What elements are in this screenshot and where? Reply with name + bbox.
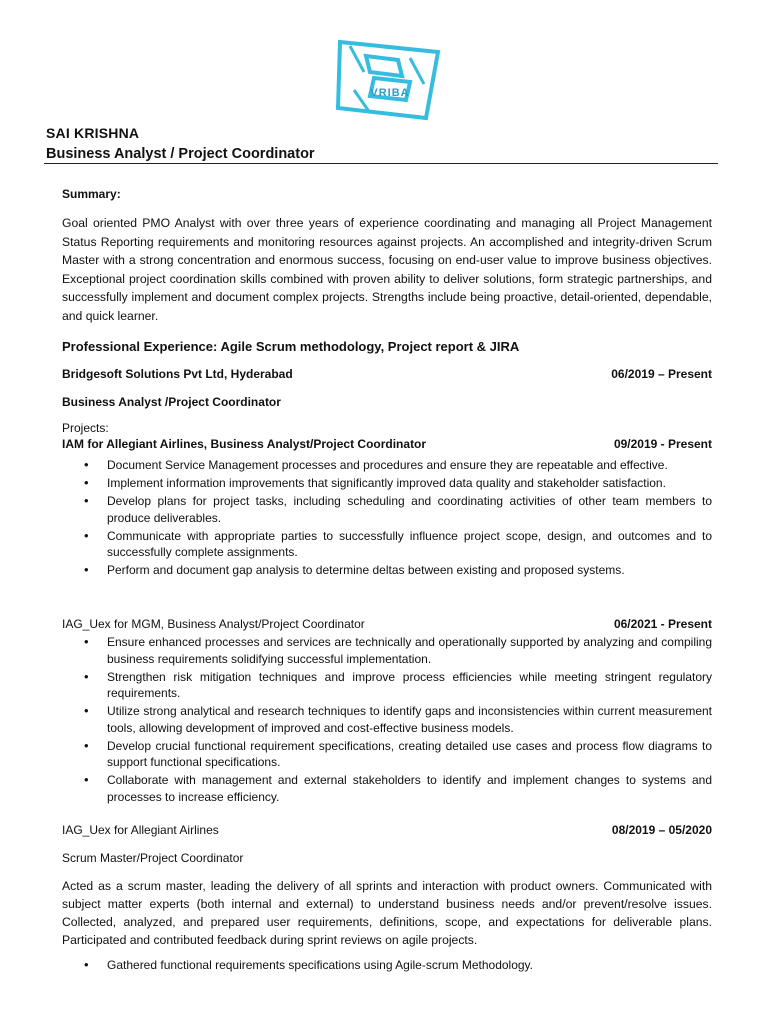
list-item: • Implement information improvements that significantly improved data quality and stakeholder satisfaction.: [62, 475, 712, 492]
project-1-bullets: [62, 457, 712, 580]
role-title: Business Analyst /Project Coordinator: [62, 395, 281, 409]
list-item: • Utilize strong analytical and research techniques to identify gaps and inconsistencies within current measurement tools, allowing development of improved and cost-effective business models.: [62, 703, 712, 736]
project-1-dates: 09/2019 - Present: [613, 437, 712, 451]
summary-text: Goal oriented PMO Analyst with over three years of experience coordinating and managing all Project Management Status Reporting requirements and monitoring resources against projects. An accomplished and integrity-driven Scrum Master with a strong concentration and enormous success, focusing on end-user value to improve business objectives. Exceptional project coordination skills combined with proven ability to deliver solutions, form strategic partnerships, and successfully implement and document complex projects. Strengths include being proactive, detail-oriented, dependable, and quick learner.: [62, 216, 712, 323]
list-item: • Collaborate with management and external stakeholders to identify and implement changes to systems and processes to increase efficiency.: [62, 772, 712, 805]
project-3-bullets: [62, 957, 712, 975]
company-dates: 06/2019 – Present: [611, 367, 712, 381]
summary-heading: Summary:: [62, 187, 121, 201]
vriba-logo: [330, 38, 448, 122]
company-name: Bridgesoft Solutions Pvt Ltd, Hyderabad: [62, 367, 293, 381]
list-item: • Gathered functional requirements specifications using Agile-scrum Methodology.: [62, 957, 712, 974]
logo-text: VRIBA: [370, 87, 410, 99]
header-divider: [44, 163, 718, 164]
candidate-title: Business Analyst / Project Coordinator: [46, 146, 315, 162]
list-item: • Document Service Management processes and procedures and ensure they are repeatable and effective.: [62, 457, 712, 474]
project-2-dates: 06/2021 - Present: [613, 617, 712, 631]
experience-heading: Professional Experience: Agile Scrum methodology, Project report & JIRA: [62, 339, 520, 354]
list-item: • Strengthen risk mitigation techniques and improve process efficiencies while meeting stringent regulatory requirements.: [62, 669, 712, 702]
candidate-name: SAI KRISHNA: [46, 125, 140, 141]
project-1-title: IAM for Allegiant Airlines, Business Analyst/Project Coordinator: [62, 437, 427, 451]
list-item: • Develop plans for project tasks, including scheduling and coordinating activities of other team members to produce deliverables.: [62, 493, 712, 526]
project-2-bullets: [62, 634, 712, 807]
project-3-text: Acted as a scrum master, leading the delivery of all sprints and interaction with product owners. Communicated with subject matter experts (both internal and external) to understand business needs and/or prevent/resolve issues. Collected, analyzed, and prepared user requirements, definitions, scope, and expectations for deliverable plans. Participated and contributed feedback during sprint reviews on agile projects.: [62, 879, 712, 947]
list-item: • Develop crucial functional requirement specifications, creating detailed use cases and process flow diagrams to support functional specifications.: [62, 738, 712, 771]
list-item: • Perform and document gap analysis to determine deltas between existing and proposed systems.: [62, 562, 712, 579]
projects-label: Projects:: [62, 421, 109, 435]
project-3-dates: 08/2019 – 05/2020: [611, 823, 712, 837]
list-item: • Ensure enhanced processes and services are technically and operationally supported by analyzing and compiling business requirements solidifying successful implementation.: [62, 634, 712, 667]
project-3-role: Scrum Master/Project Coordinator: [62, 851, 244, 865]
project-3-title: IAG_Uex for Allegiant Airlines: [62, 823, 219, 837]
list-item: • Communicate with appropriate parties to successfully influence project scope, design, and outcomes and to successfully complete assignments.: [62, 528, 712, 561]
logo-inner-top: [366, 56, 402, 76]
project-2-title: IAG_Uex for MGM, Business Analyst/Project Coordinator: [62, 617, 365, 631]
